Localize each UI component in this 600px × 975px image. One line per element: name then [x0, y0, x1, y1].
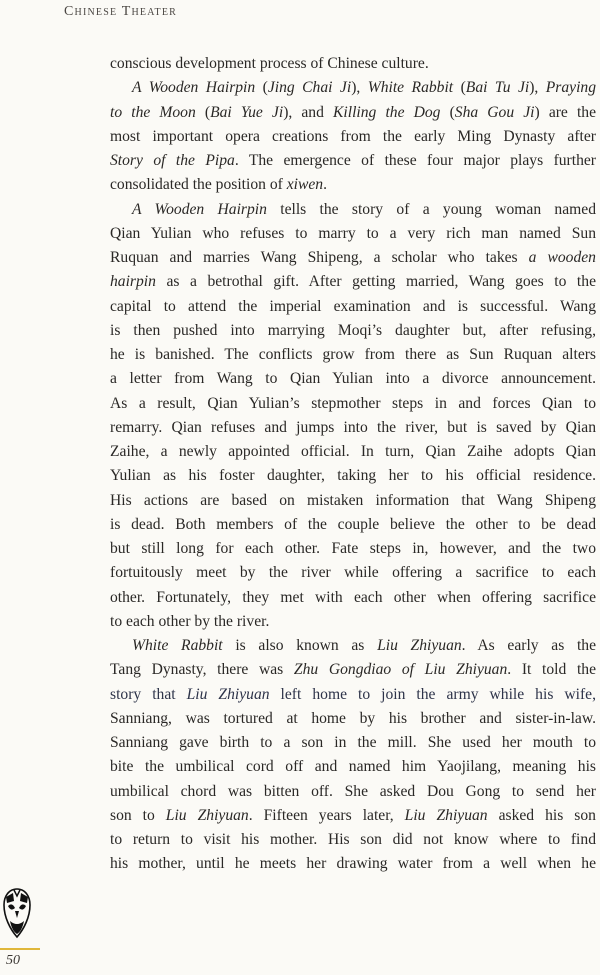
text-line: to the Moon (Bai Yue Ji), and Killing the Dog (Sha Gou Ji) are the [110, 103, 597, 121]
text-line: Ruquan and marries Wang Shipeng, a scholar who takes a wooden [110, 249, 596, 266]
text-line: story that Liu Zhiyuan left home to join the army while his wife, [110, 685, 597, 703]
text-line: Qian Yulian who refuses to marry to a very rich man named Sun [110, 224, 596, 242]
text-line: A Wooden Hairpin (Jing Chai Ji), White Rabbit (Bai Tu Ji), Praying [132, 79, 597, 97]
text-line: As a result, Qian Yulian’s stepmother steps in and forces Qian to [110, 394, 596, 412]
text-line: hairpin as a betrothal gift. After getting married, Wang goes to the [110, 273, 596, 291]
text-line: but still long for each other. Fate steps in, however, and the two [110, 540, 596, 557]
text-line: son to Liu Zhiyuan. Fifteen years later, Liu Zhiyuan asked his son [110, 806, 596, 824]
text-line: is then pushed into marrying Moqi’s daughter but, after refusing, [110, 321, 596, 339]
text-line: consolidated the position of xiwen. [110, 176, 327, 194]
text-line: Yulian as his foster daughter, taking her to his official residence. [110, 467, 596, 485]
footer-rule [0, 948, 40, 950]
running-header: Chinese Theater [64, 4, 178, 19]
text-line: White Rabbit is also known as Liu Zhiyuan. As early as the [132, 637, 596, 654]
text-line: capital to attend the imperial examination and is successful. Wang [110, 297, 596, 315]
text-line: His actions are based on mistaken information that Wang Shipeng [110, 491, 596, 509]
text-line: Sanniang, was tortured at home by his brother and sister-in-law. [110, 709, 596, 727]
text-line: to return to visit his mother. His son did not know where to find [110, 831, 596, 848]
text-line: most important opera creations from the early Ming Dynasty after [110, 127, 596, 145]
text-line: bite the umbilical cord off and named him Yaojilang, meaning his [110, 758, 596, 776]
text-line: remarry. Qian refuses and jumps into the river, but is saved by Qian [110, 418, 596, 436]
text-line: other. Fortunately, they met with each other when offering sacrifice [110, 588, 596, 606]
text-line: Sanniang gave birth to a son in the mill. She used her mouth to [110, 734, 596, 751]
text-line: a letter from Wang to Qian Yulian into a divorce announcement. [110, 370, 596, 388]
text-line: A Wooden Hairpin tells the story of a young woman named [132, 200, 597, 218]
text-line: fortuitously meet by the river while offering a sacrifice to each [110, 564, 596, 582]
text-line: Zaihe, a newly appointed official. In turn, Qian Zaihe adopts Qian [110, 443, 596, 460]
page-number: 50 [6, 953, 20, 968]
text-line: Tang Dynasty, there was Zhu Gongdiao of Liu Zhiyuan. It told the [110, 661, 596, 679]
text-line: he is banished. The conflicts grow from there as Sun Ruquan alters [110, 346, 596, 363]
text-line: Story of the Pipa. The emergence of these four major plays further [110, 152, 596, 169]
text-line: is dead. Both members of the couple believe the other to be dead [110, 515, 596, 533]
text-line: umbilical chord was bitten off. She asked Dou Gong to send her [110, 782, 596, 800]
text-line: to each other by the river. [110, 612, 270, 630]
opera-mask-icon [2, 887, 32, 941]
body-text [110, 52, 596, 877]
text-line: conscious development process of Chinese culture. [110, 55, 429, 72]
text-line: his mother, until he meets her drawing water from a well when he [110, 855, 596, 873]
